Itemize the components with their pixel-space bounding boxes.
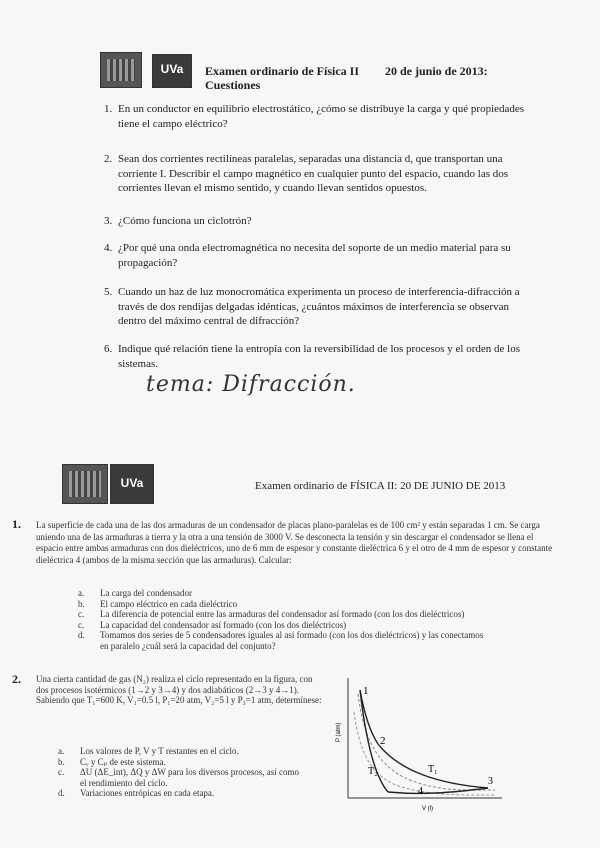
curve-label-t2: T₂ <box>368 766 378 777</box>
uva-logo: UVa <box>152 54 192 88</box>
x-axis-label: V (l) <box>422 806 433 812</box>
list-item: d. Variaciones entrópicas en cada etapa. <box>58 788 215 798</box>
handwritten-note: tema: Difracción. <box>146 372 356 397</box>
y-axis-label: P (atm) <box>336 722 342 742</box>
crest-icon <box>69 471 101 497</box>
list-item: d. Tomamos dos series de 5 condensadores iguales al así formado (con los dos dieléctricos) y las conectamos <box>78 630 484 640</box>
point-label-4: 4 <box>418 786 423 797</box>
question-2: 2. Sean dos corrientes rectilíneas paralelas, separadas una distancia d, que transportan una corriente I. Describir el campo magnético en cualquier punto del espacio, cuando las dos corrientes llevan el mismo sentido, y cuando llevan sentidos opuestos. <box>104 153 509 194</box>
problem-2-number: 2. <box>12 672 21 686</box>
problem-1-number: 1. <box>12 517 21 531</box>
question-1: 1. En un conductor en equilibrio electrostático, ¿cómo se distribuye la carga y qué propiedades tiene el campo eléctrico? <box>104 103 525 130</box>
crest-icon <box>107 59 135 81</box>
isotherm-t2-curve <box>354 712 495 795</box>
problem-1-statement: La superficie de cada una de las dos armaduras de un condensador de placas plano-paralelas es de 100 cm² y están separadas 1 cm. Se carga uniendo una de las armaduras a tierra y la otra a una tensión de 3000 V. Se desconecta la tensión y sin descargar el condensador se llena el espacio entre ambas armaduras con dos dieléctricos, uno de 6 mm de espesor y constante dieléctrica 6 y el otro de 4 mm de espesor y constante dieléctrica 4 (ambos de la misma sección que las armaduras). Calcular: <box>36 520 553 565</box>
point-label-2: 2 <box>380 735 386 747</box>
list-item: el rendimiento del ciclo. <box>80 777 168 788</box>
problem-2-items <box>58 746 299 799</box>
point-label-1: 1 <box>363 685 369 697</box>
exam-date: 20 de junio de 2013: <box>385 64 488 78</box>
exam-title: Examen ordinario de Física II <box>205 64 360 78</box>
list-item: b. Cᵥ y Cₚ de este sistema. <box>58 756 166 767</box>
pv-cycle-diagram <box>330 672 510 822</box>
problem-1-items <box>78 588 483 651</box>
point-label-3: 3 <box>488 776 493 787</box>
university-crest-logo <box>100 52 142 88</box>
problem-2-statement: Una cierta cantidad de gas (N₂) realiza el ciclo representado en la figura, con dos procesos isotérmicos (1→2 y 3→4) y dos adiabáticos (2→3 y 4→1). Sabiendo que T₁=600 K, V₁=0.5 l, P₁=20 atm, V₂=5 l y P₃=1 atm, determínese: <box>36 674 322 705</box>
question-6: 6. Indique qué relación tiene la entropía con la reversibilidad de los procesos y el orden de los sistemas. <box>104 343 520 370</box>
exam-header <box>205 64 488 92</box>
list-item: c. La diferencia de potencial entre las armaduras del condensador así formado (con los dos dieléctricos) <box>78 609 465 619</box>
list-item: a. Los valores de P, V y T restantes en el ciclo. <box>58 746 239 756</box>
exam-title-2: Examen ordinario de FÍSICA II: 20 DE JUNIO DE 2013 <box>255 480 506 492</box>
list-item: c. La capacidad del condensador así formado (con los dos dieléctricos) <box>78 619 347 630</box>
university-crest-logo-2 <box>62 464 108 504</box>
uva-logo-2: UVa <box>110 464 154 504</box>
question-4: 4. ¿Por qué una onda electromagnética no necesita del soporte de un medio material para su propagación? <box>104 242 511 269</box>
cycle-segment-1-2 <box>360 690 378 744</box>
list-item: c. ΔU (ΔE_int), ΔQ y ΔW para los diversos procesos, así como <box>58 767 299 777</box>
cycle-segment-3-4 <box>388 788 488 793</box>
question-5: 5. Cuando un haz de luz monocromática experimenta un proceso de interferencia-difracción a través de dos rendijas delgadas idénticas, ¿cuántos máximos de interferencia se observan dentro del máximo central de difracción? <box>104 286 520 327</box>
list-item: a. La carga del condensador <box>78 588 193 598</box>
question-3: 3. ¿Cómo funciona un ciclotrón? <box>104 215 252 227</box>
curve-label-t1: T₁ <box>428 764 438 775</box>
exam-subtitle: Cuestiones <box>205 78 261 92</box>
list-item: en paralelo ¿cuál será la capacidad del conjunto? <box>100 640 276 651</box>
list-item: b. El campo eléctrico en cada dieléctrico <box>78 598 238 609</box>
